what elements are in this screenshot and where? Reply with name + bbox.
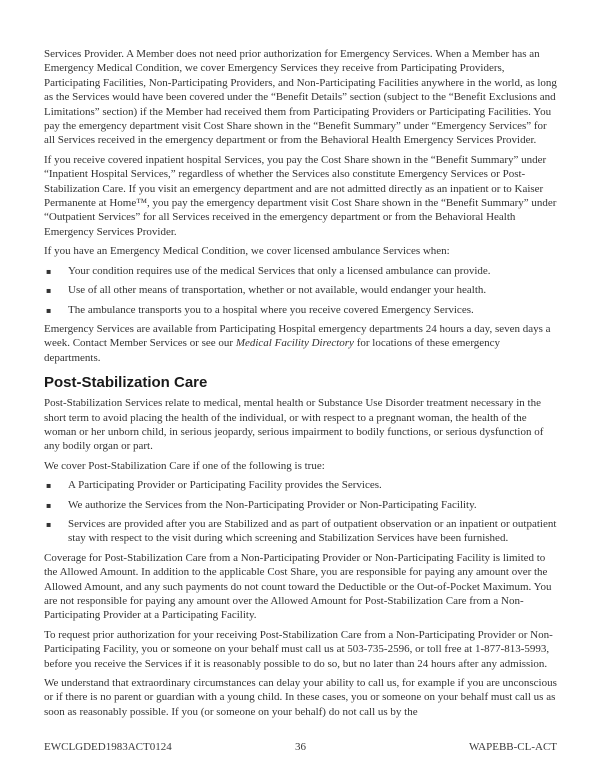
post-stabilization-conditions-list (44, 478, 557, 546)
paragraph-prior-authorization: To request prior authorization for your receiving Post-Stabilization Care from a Non-Participating Provider or Non-Participating Facility, you or someone on your behalf must call us at 503-735-2596, or toll free at 1-877-813-5993, before you receive the Services if it is reasonably possible to do so, but no later than 24 hours after any admission. (44, 628, 553, 670)
page-footer (44, 741, 557, 754)
footer-plan-code: WAPEBB-CL-ACT (469, 741, 557, 753)
bullet-icon: ▪ (46, 519, 52, 529)
paragraph-emergency-services-intro: Services Provider. A Member does not need prior authorization for Emergency Services. When a Member has an Emergency Medical Condition, we cover Emergency Services they receive from Participating Providers, Participating Facilities, Non-Participating Providers, and Non-Participating Facilities anywhere in the world, as long as the Services would have been covered under the “Benefit Details” section (subject to the “Benefit Exclusions and Limitations” section) if the Member had received them from Participating Providers or Participating Facilities. You pay the emergency department visit Cost Share shown in the “Benefit Summary” under “Emergency Services” for all Services received in the emergency department or from the Behavioral Health Emergency Services Provider. (44, 48, 557, 147)
ambulance-conditions-list (44, 264, 557, 317)
list-item (44, 264, 557, 278)
paragraph-ambulance-intro: If you have an Emergency Medical Condition, we cover licensed ambulance Services when: (44, 245, 450, 258)
bullet-icon: ▪ (46, 481, 52, 491)
list-item (44, 478, 557, 492)
bullet-icon: ▪ (46, 286, 52, 296)
bullet-icon: ▪ (46, 266, 52, 276)
paragraph-coverage-conditions-intro: We cover Post-Stabilization Care if one of the following is true: (44, 459, 325, 472)
list-item-text: Your condition requires use of the medical Services that only a licensed ambulance can provide. (68, 264, 491, 277)
list-item (44, 283, 557, 297)
list-item-text: The ambulance transports you to a hospital where you receive covered Emergency Services. (68, 303, 474, 316)
list-item (44, 303, 557, 317)
page-content (44, 47, 557, 724)
paragraph-text: for locations of these emergency departments. (44, 337, 501, 364)
footer-form-number: EWCLGDED1983ACT0124 (44, 741, 172, 753)
paragraph-allowed-amount: Coverage for Post-Stabilization Care from a Non-Participating Provider or Non-Participating Facility is limited to the Allowed Amount. In addition to the applicable Cost Share, you are responsible for paying any amount over the Allowed Amount, and any such payments do not count toward the Deductible or the Out-of-Pocket Maximum. You are not responsible for paying any amount over the Allowed Amount for Post-Stabilization Care from a Non-Participating Provider at a Participating Facility. (44, 551, 552, 622)
list-item-text: We authorize the Services from the Non-Participating Provider or Non-Participating Facility. (68, 498, 477, 511)
paragraph-emergency-availability (44, 322, 557, 365)
paragraph-post-stabilization-definition: Post-Stabilization Services relate to medical, mental health or Substance Use Disorder treatment necessary in the short term to avoid placing the health of the individual, or with respect to a pregnant woman, the health of the woman or her unborn child, in serious jeopardy, serious impairment to bodily functions, or serious dysfunction of any bodily organ or part. (44, 397, 544, 453)
list-item-text: A Participating Provider or Participating Facility provides the Services. (68, 479, 382, 492)
paragraph-text: Emergency Services are available from Participating Hospital emergency departments 24 hours a day, seven days a week. Contact Member Services or see our (44, 322, 551, 350)
list-item-text: Use of all other means of transportation, whether or not available, would endanger your health. (68, 284, 487, 297)
list-item (44, 498, 557, 512)
bullet-icon: ▪ (46, 305, 52, 315)
footer-page-number: 36 (295, 741, 306, 753)
paragraph-inpatient-cost-share: If you receive covered inpatient hospital Services, you pay the Cost Share shown in the “Benefit Summary” under “Inpatient Hospital Services,” regardless of whether the Services also constitute Emergency Services or Post-Stabilization Care. If you visit an emergency department and are not admitted directly as an inpatient or to Kaiser Permanente at Home™, you pay the emergency department visit Cost Share shown in the “Benefit Summary” under “Outpatient Services” for all Services received in the emergency department or from the Behavioral Health Emergency Services Provider. (44, 153, 557, 238)
paragraph-extraordinary-circumstances: We understand that extraordinary circumstances can delay your ability to call us, for example if you are unconscious or if there is no parent or guardian with a young child. In these cases, you or someone on your behalf must call us as soon as reasonably possible. If you (or someone on your behalf) do not call us by the (44, 677, 557, 718)
section-heading-post-stabilization-care: Post-Stabilization Care (44, 374, 208, 392)
medical-facility-directory-title: Medical Facility Directory (235, 337, 354, 350)
bullet-icon: ▪ (46, 500, 52, 510)
list-item-text: Services are provided after you are Stabilized and as part of outpatient observation or an inpatient or outpatient stay with respect to the visit during which screening and Stabilization Services have been furnished. (68, 517, 557, 545)
list-item (44, 517, 557, 546)
